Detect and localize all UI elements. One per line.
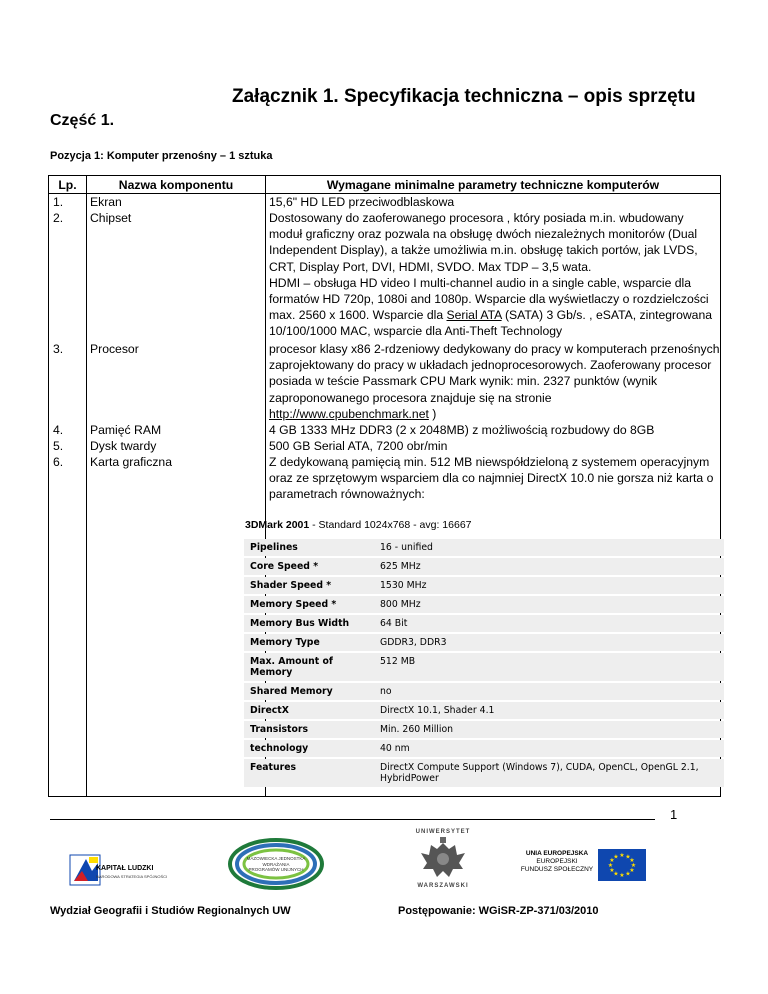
svg-text:★: ★ bbox=[613, 853, 619, 861]
header-component: Nazwa komponentu bbox=[118, 178, 234, 192]
page-title: Załącznik 1. Specyfikacja techniczna – opis sprzętu bbox=[232, 86, 696, 107]
cpubenchmark-link[interactable]: http://www.cpubenchmark.net bbox=[269, 406, 429, 421]
uw-seal-logo: UNIWERSYTET WARSZAWSKI bbox=[407, 829, 479, 895]
svg-text:★: ★ bbox=[607, 862, 614, 869]
svg-text:★: ★ bbox=[619, 852, 625, 859]
table-row: Features DirectX Compute Support (Windows 7), CUDA, OpenCL, OpenGL 2.1, HybridPower bbox=[244, 759, 724, 787]
table-row: DirectX DirectX 10.1, Shader 4.1 bbox=[244, 702, 724, 719]
row-lp: 2. bbox=[53, 211, 64, 225]
page-number: 1 bbox=[670, 807, 678, 822]
serial-ata-link[interactable]: Serial ATA bbox=[446, 308, 502, 323]
svg-text:★: ★ bbox=[629, 867, 635, 874]
table-row: Shared Memory no bbox=[244, 683, 724, 700]
table-row: Shader Speed * 1530 MHz bbox=[244, 577, 724, 594]
svg-text:★: ★ bbox=[625, 870, 631, 878]
kapital-ludzki-logo: KAPITAŁ LUDZKI NARODOWA STRATEGIA SPÓJNOŚCI bbox=[68, 853, 178, 889]
row-component: Chipset bbox=[90, 211, 132, 225]
table-row: Transistors Min. 260 Million bbox=[244, 721, 724, 738]
row-description: Dostosowany do zaoferowanego procesora , który posiada m.in. wbudowany moduł graficzny oraz pozwala na obsługę dwóch niezależnych monitorów (Dual Independent Display), a także umożliwia m.in. obsługę takich portów, jak LVDS, CRT, Display Port, DVI, HDMI, SVDO. Max TDP – 3,5 wata. HDMI – obsługa HD video I multi-channel audio in a single cable, wsparcie dla formatów HD 720p, 1080i and 1080p. Wsparcie dla wyświetlaczy o rozdzielczości max. 2560 x 1600. Wsparcie dla Serial ATA (SATA) 3 Gb/s. , eSATA, zintegrowana 10/100/1000 MAC, wsparcie dla Anti-Theft Technology bbox=[269, 211, 713, 339]
row-lp: 1. bbox=[53, 195, 64, 209]
row-lp: 3. bbox=[53, 342, 64, 356]
row-component: Pamięć RAM bbox=[90, 423, 162, 437]
position-heading: Pozycja 1: Komputer przenośny – 1 sztuka bbox=[50, 150, 273, 162]
eu-logo: UNIA EUROPEJSKA EUROPEJSKI FUNDUSZ SPOŁECZNY ★ ★ ★ ★ ★ ★ ★ ★ ★ ★ ★ ★ bbox=[512, 847, 652, 883]
row-description: 500 GB Serial ATA, 7200 obr/min bbox=[269, 439, 448, 453]
svg-text:★: ★ bbox=[629, 857, 635, 864]
svg-text:★: ★ bbox=[609, 867, 615, 874]
table-row: Memory Speed * 800 MHz bbox=[244, 596, 724, 613]
row-description: procesor klasy x86 2-rdzeniowy dedykowany do pracy w komputerach przenośnych zaprojektowany do pracy w układach jednoprocesorowych. Zaoferowany procesor posiada w teście Passmark CPU Mark wynik: min. 2327 punktów (wynik zaproponowanego procesora znajduje się na stronie http://www.cpubenchmark.net ) bbox=[269, 342, 720, 421]
row-component: Ekran bbox=[90, 195, 122, 209]
row-component: Dysk twardy bbox=[90, 439, 157, 453]
spec-table bbox=[48, 175, 721, 797]
svg-text:★: ★ bbox=[630, 862, 637, 869]
svg-text:★: ★ bbox=[625, 853, 631, 861]
footer-procedure: Postępowanie: WGiSR-ZP-371/03/2010 bbox=[398, 905, 599, 917]
row-component: Procesor bbox=[90, 342, 139, 356]
table-row: Core Speed * 625 MHz bbox=[244, 558, 724, 575]
row-lp: 6. bbox=[53, 455, 64, 469]
svg-text:★: ★ bbox=[609, 857, 615, 864]
svg-text:★: ★ bbox=[613, 870, 619, 878]
row-description: Z dedykowaną pamięcią min. 512 MB niewspółdzieloną z systemem operacyjnym oraz ze sprzętowym wsparciem dla co najmniej DirectX 10.0 nie gorsza niż karta o parametrach równoważnych: bbox=[269, 455, 714, 502]
table-row: Pipelines 16 - unified bbox=[244, 539, 724, 556]
table-row: technology 40 nm bbox=[244, 740, 724, 757]
gpu-spec-table bbox=[244, 537, 724, 789]
svg-text:★: ★ bbox=[619, 872, 625, 879]
footer-rule bbox=[50, 819, 655, 820]
row-description: 4 GB 1333 MHz DDR3 (2 x 2048MB) z możliwością rozbudowy do 8GB bbox=[269, 423, 655, 437]
eu-flag-icon bbox=[598, 849, 646, 881]
part-heading: Część 1. bbox=[50, 112, 115, 129]
mazowiecka-logo: MAZOWIECKA JEDNOSTKA WDRAŻANIA PROGRAMÓW UNIJNYCH bbox=[226, 836, 326, 891]
row-description: 15,6" HD LED przeciwodblaskowa bbox=[269, 195, 455, 209]
row-component: Karta graficzna bbox=[90, 455, 172, 469]
footer-faculty: Wydział Geografii i Studiów Regionalnych UW bbox=[50, 905, 291, 917]
table-row: Memory Type GDDR3, DDR3 bbox=[244, 634, 724, 651]
table-row: Max. Amount of Memory 512 MB bbox=[244, 653, 724, 681]
row-lp: 5. bbox=[53, 439, 64, 453]
benchmark-line: 3DMark 2001 - Standard 1024x768 - avg: 16667 bbox=[245, 519, 472, 531]
header-params: Wymagane minimalne parametry techniczne komputerów bbox=[326, 178, 660, 192]
header-lp: Lp. bbox=[58, 178, 77, 192]
table-row: Memory Bus Width 64 Bit bbox=[244, 615, 724, 632]
row-lp: 4. bbox=[53, 423, 64, 437]
